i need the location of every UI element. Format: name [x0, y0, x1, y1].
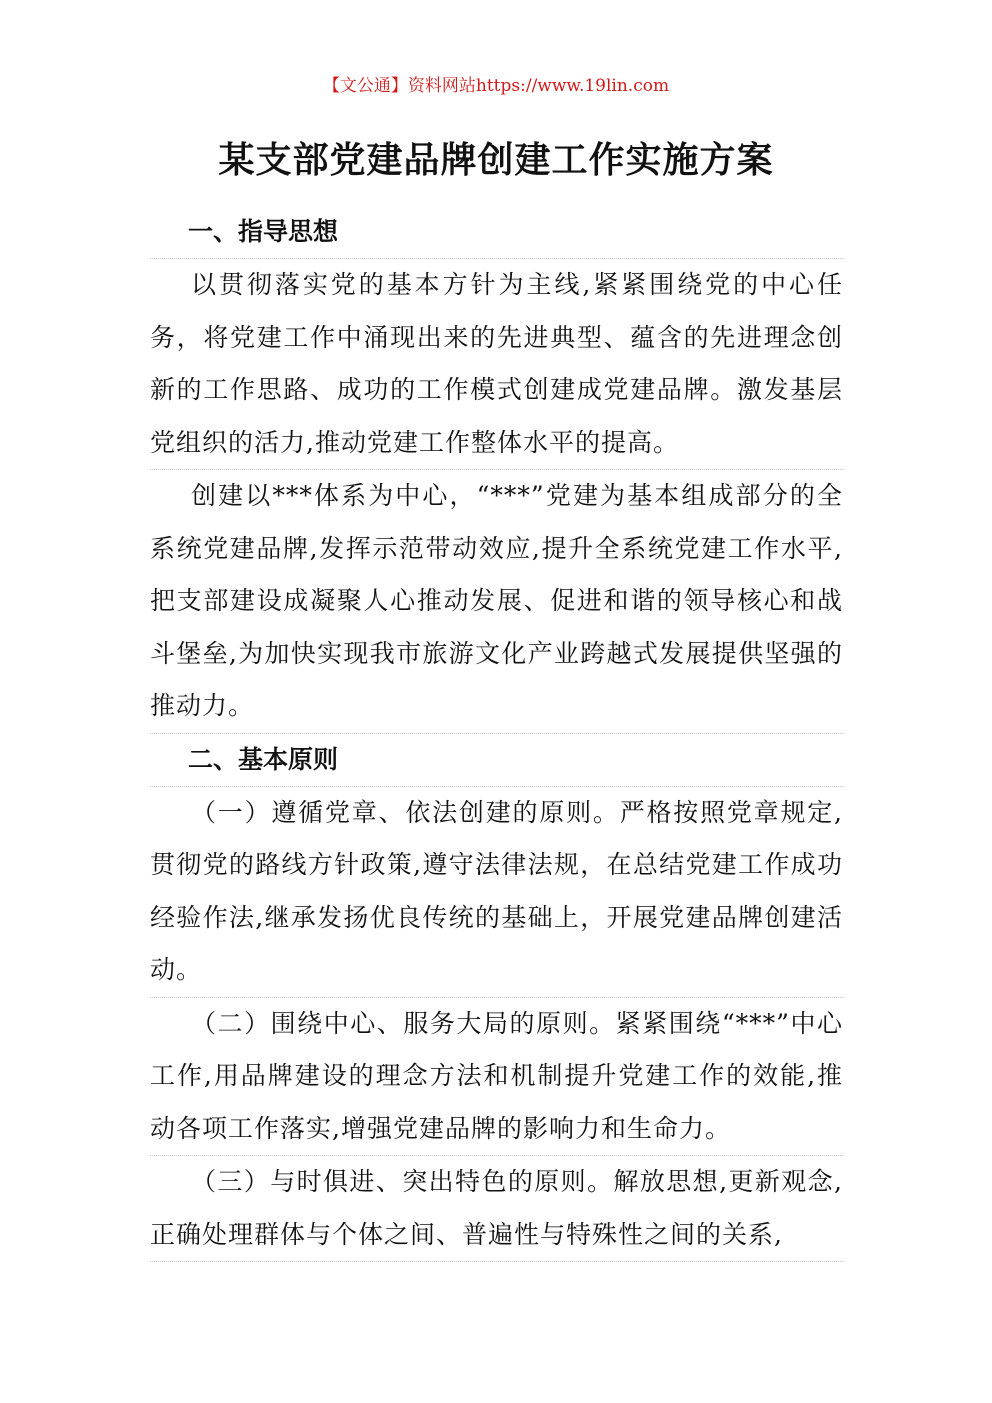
paragraph: 创建以***体系为中心，“***”党建为基本组成部分的全系统党建品牌,发挥示范带动效应,提升全系统党建工作水平,把支部建设成凝聚人心推动发展、促进和谐的领导核心和战斗堡垒,为加快实现我市旅游文化产业跨越式发展提供坚强的推动力。 [150, 470, 843, 734]
paragraph: （一）遵循党章、依法创建的原则。严格按照党章规定,贯彻党的路线方针政策,遵守法律法规，在总结党建工作成功经验作法,继承发扬优良传统的基础上，开展党建品牌创建活动。 [150, 787, 843, 998]
section-heading-basic-principles: 二、基本原则 [150, 734, 843, 787]
document-title: 某支部党建品牌创建工作实施方案 [218, 139, 774, 181]
header-website-link[interactable]: 【文公通】资料网站https://www.19lin.com [322, 76, 670, 96]
paragraph: 以贯彻落实党的基本方针为主线,紧紧围绕党的中心任务，将党建工作中涌现出来的先进典型、蕴含的先进理念创新的工作思路、成功的工作模式创建成党建品牌。激发基层党组织的活力,推动党建工作整体水平的提高。 [150, 259, 843, 470]
section-heading-guiding-ideology: 一、指导思想 [150, 206, 843, 259]
paragraph: （三）与时俱进、突出特色的原则。解放思想,更新观念,正确处理群体与个体之间、普遍性与特殊性之间的关系, [150, 1156, 843, 1262]
document-body [150, 206, 843, 1262]
paragraph: （二）围绕中心、服务大局的原则。紧紧围绕“***”中心工作,用品牌建设的理念方法和机制提升党建工作的效能,推动各项工作落实,增强党建品牌的影响力和生命力。 [150, 998, 843, 1157]
